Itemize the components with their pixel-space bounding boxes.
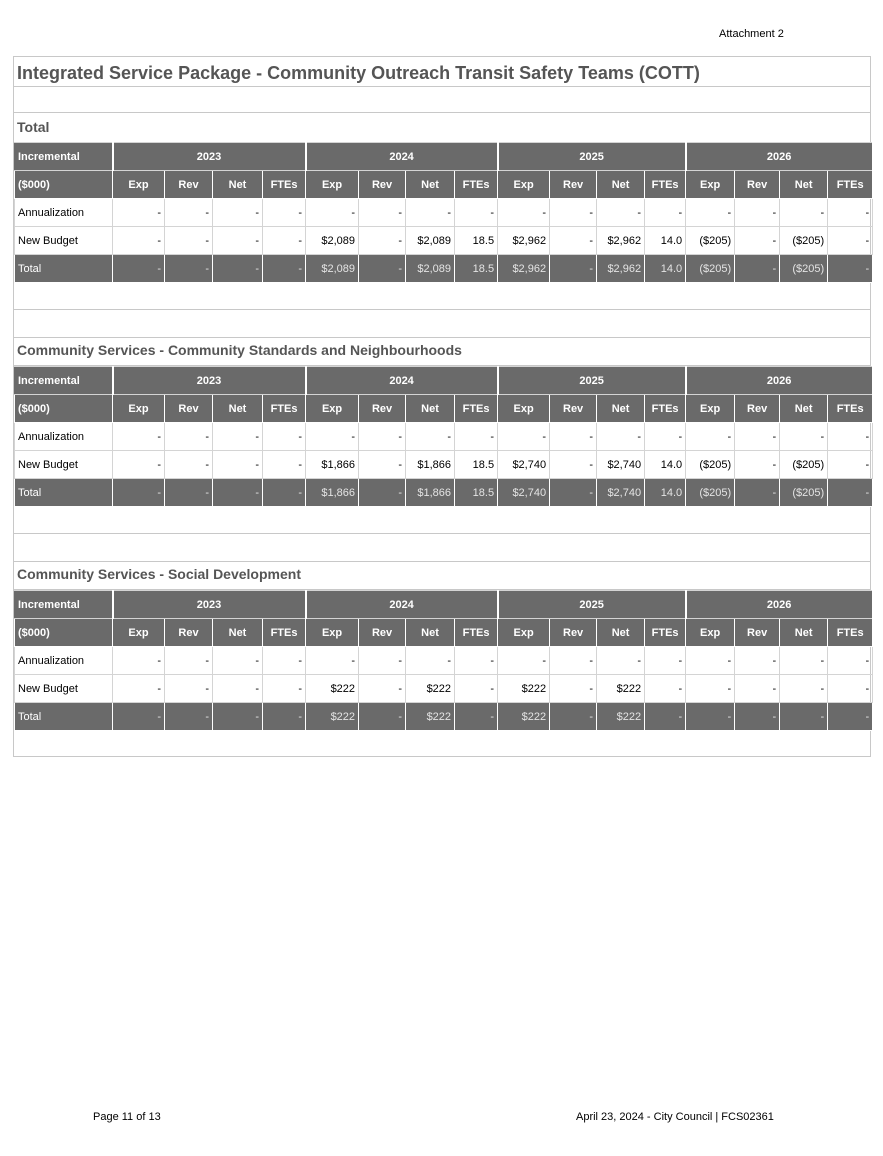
table-cell: $2,089 <box>406 227 455 255</box>
table-cell: $222 <box>597 675 645 703</box>
column-header: Exp <box>498 395 550 423</box>
table-cell: - <box>406 423 455 451</box>
table-cell: - <box>597 423 645 451</box>
table-cell: ($205) <box>780 255 828 283</box>
column-header: Net <box>780 395 828 423</box>
column-header: Exp <box>686 619 735 647</box>
table-cell: - <box>263 647 306 675</box>
row-label: New Budget <box>15 451 113 479</box>
table-cell: $2,740 <box>597 451 645 479</box>
column-header: Net <box>597 395 645 423</box>
column-header: FTEs <box>455 171 498 199</box>
table-cell: - <box>645 647 686 675</box>
row-label: Total <box>15 703 113 731</box>
column-header: Net <box>406 171 455 199</box>
table-cell: - <box>213 227 263 255</box>
table-cell: - <box>828 451 873 479</box>
table-cell: - <box>263 227 306 255</box>
table-cell: - <box>780 199 828 227</box>
table-cell: $1,866 <box>406 451 455 479</box>
table-cell: - <box>113 647 165 675</box>
table-cell: - <box>165 199 213 227</box>
column-header: Rev <box>359 171 406 199</box>
table-cell: - <box>828 647 873 675</box>
table-cell: - <box>113 255 165 283</box>
table-cell: - <box>645 675 686 703</box>
year-header: 2023 <box>113 367 306 395</box>
table-cell: - <box>735 227 780 255</box>
table-cell: - <box>359 675 406 703</box>
table-cell: - <box>686 199 735 227</box>
column-header-row <box>15 395 873 423</box>
table-cell: - <box>113 451 165 479</box>
table-cell: ($205) <box>686 227 735 255</box>
table-cell: - <box>550 423 597 451</box>
table-row <box>15 199 873 227</box>
column-header: Net <box>213 171 263 199</box>
table-cell: - <box>165 675 213 703</box>
column-header: Exp <box>306 619 359 647</box>
table-cell: - <box>359 703 406 731</box>
table-cell: ($205) <box>780 451 828 479</box>
attachment-label: Attachment 2 <box>719 28 784 40</box>
column-header: FTEs <box>828 395 873 423</box>
table-cell: - <box>735 423 780 451</box>
table-cell: 14.0 <box>645 255 686 283</box>
table-cell: - <box>113 479 165 507</box>
year-header: 2024 <box>306 143 498 171</box>
page-number: Page 11 of 13 <box>93 1111 161 1123</box>
year-header-row <box>15 367 873 395</box>
column-header: Net <box>597 619 645 647</box>
table-cell: - <box>455 703 498 731</box>
year-header-row <box>15 143 873 171</box>
table-cell: - <box>735 451 780 479</box>
table-cell: 18.5 <box>455 451 498 479</box>
table-cell: - <box>213 255 263 283</box>
row-label: Total <box>15 479 113 507</box>
table-cell: - <box>213 675 263 703</box>
table-cell: $2,740 <box>498 479 550 507</box>
table-row <box>15 675 873 703</box>
column-header: FTEs <box>455 395 498 423</box>
section-title-bar <box>14 562 870 590</box>
table-cell: - <box>213 199 263 227</box>
title-bar <box>14 57 870 87</box>
table-cell: - <box>550 479 597 507</box>
page-title: Integrated Service Package - Community Outreach Transit Safety Teams (COTT) <box>17 63 700 83</box>
table-cell: - <box>597 647 645 675</box>
table-cell: - <box>735 255 780 283</box>
total-row <box>15 479 873 507</box>
table-cell: - <box>113 227 165 255</box>
table-community-standards <box>14 366 874 507</box>
table-cell: - <box>828 675 873 703</box>
column-header: Rev <box>735 395 780 423</box>
table-cell: - <box>780 647 828 675</box>
table-cell: - <box>359 255 406 283</box>
table-cell: - <box>359 479 406 507</box>
column-header: Exp <box>306 395 359 423</box>
column-header: FTEs <box>645 619 686 647</box>
table-cell: - <box>828 479 873 507</box>
table-cell: - <box>780 675 828 703</box>
table-cell: ($205) <box>780 227 828 255</box>
table-cell: - <box>359 451 406 479</box>
column-header: Net <box>780 171 828 199</box>
column-header: Rev <box>359 395 406 423</box>
spacer-bar <box>14 282 870 310</box>
column-header: Net <box>406 619 455 647</box>
column-header: Rev <box>165 619 213 647</box>
table-cell: 18.5 <box>455 479 498 507</box>
table-cell: - <box>213 451 263 479</box>
table-cell: - <box>828 703 873 731</box>
column-header: Exp <box>498 171 550 199</box>
table-cell: 14.0 <box>645 227 686 255</box>
table-cell: - <box>735 199 780 227</box>
table-cell: - <box>113 199 165 227</box>
table-cell: $222 <box>306 703 359 731</box>
table-cell: - <box>306 423 359 451</box>
table-cell: - <box>455 423 498 451</box>
column-header: Exp <box>498 619 550 647</box>
table-cell: 14.0 <box>645 479 686 507</box>
year-header: 2024 <box>306 591 498 619</box>
table-cell: - <box>498 199 550 227</box>
table-cell: - <box>165 479 213 507</box>
table-total <box>14 142 874 283</box>
column-header: FTEs <box>263 395 306 423</box>
column-header-row <box>15 619 873 647</box>
table-cell: 14.0 <box>645 451 686 479</box>
column-header: Rev <box>165 395 213 423</box>
section-title-bar <box>14 113 870 143</box>
table-cell: ($205) <box>780 479 828 507</box>
section-title-standards: Community Services - Community Standards and Neighbourhoods <box>17 342 462 358</box>
year-header-row <box>15 591 873 619</box>
column-header: Exp <box>306 171 359 199</box>
column-header: FTEs <box>828 171 873 199</box>
table-cell: - <box>735 647 780 675</box>
report-frame <box>13 56 871 757</box>
table-cell: - <box>113 423 165 451</box>
column-header: FTEs <box>645 395 686 423</box>
table-cell: $222 <box>406 675 455 703</box>
table-cell: - <box>828 255 873 283</box>
table-row <box>15 227 873 255</box>
table-cell: - <box>406 199 455 227</box>
table-row <box>15 451 873 479</box>
table-social-development <box>14 590 874 731</box>
incremental-label: Incremental <box>15 367 113 395</box>
table-cell: $1,866 <box>306 451 359 479</box>
table-cell: - <box>165 255 213 283</box>
table-cell: $2,740 <box>597 479 645 507</box>
table-cell: - <box>498 647 550 675</box>
table-cell: $2,740 <box>498 451 550 479</box>
column-header: Net <box>780 619 828 647</box>
table-cell: $2,962 <box>597 255 645 283</box>
table-cell: - <box>550 199 597 227</box>
column-header: FTEs <box>455 619 498 647</box>
units-label: ($000) <box>15 619 113 647</box>
table-cell: - <box>735 703 780 731</box>
row-label: Annualization <box>15 423 113 451</box>
table-cell: $1,866 <box>306 479 359 507</box>
column-header: Net <box>406 395 455 423</box>
column-header: Rev <box>550 395 597 423</box>
spacer-bar <box>14 534 870 562</box>
table-cell: - <box>550 647 597 675</box>
year-header: 2023 <box>113 591 306 619</box>
table-cell: - <box>550 451 597 479</box>
table-cell: - <box>263 255 306 283</box>
table-cell: - <box>686 675 735 703</box>
column-header-row <box>15 171 873 199</box>
year-header: 2023 <box>113 143 306 171</box>
table-cell: - <box>359 199 406 227</box>
table-cell: - <box>213 703 263 731</box>
column-header: FTEs <box>645 171 686 199</box>
table-cell: - <box>645 199 686 227</box>
table-cell: - <box>735 479 780 507</box>
units-label: ($000) <box>15 395 113 423</box>
table-cell: $2,962 <box>498 255 550 283</box>
table-cell: - <box>359 423 406 451</box>
table-cell: - <box>359 647 406 675</box>
year-header: 2024 <box>306 367 498 395</box>
table-cell: - <box>550 675 597 703</box>
row-label: New Budget <box>15 675 113 703</box>
table-cell: - <box>686 647 735 675</box>
table-cell: - <box>828 199 873 227</box>
table-cell: $2,962 <box>597 227 645 255</box>
table-cell: - <box>686 703 735 731</box>
total-row <box>15 255 873 283</box>
column-header: Rev <box>359 619 406 647</box>
table-cell: $1,866 <box>406 479 455 507</box>
section-title-total: Total <box>17 119 50 135</box>
table-row <box>15 423 873 451</box>
table-cell: - <box>455 647 498 675</box>
column-header: Rev <box>735 619 780 647</box>
incremental-label: Incremental <box>15 143 113 171</box>
column-header: Rev <box>550 171 597 199</box>
year-header: 2026 <box>686 591 873 619</box>
table-cell: $2,089 <box>406 255 455 283</box>
table-cell: - <box>645 423 686 451</box>
table-cell: - <box>550 703 597 731</box>
column-header: Exp <box>686 171 735 199</box>
section-title-bar <box>14 338 870 366</box>
table-cell: - <box>455 199 498 227</box>
column-header: Rev <box>735 171 780 199</box>
table-cell: ($205) <box>686 451 735 479</box>
table-cell: $222 <box>306 675 359 703</box>
year-header: 2025 <box>498 591 686 619</box>
table-cell: - <box>645 703 686 731</box>
table-cell: $2,089 <box>306 255 359 283</box>
table-cell: - <box>306 199 359 227</box>
table-cell: - <box>455 675 498 703</box>
table-cell: - <box>306 647 359 675</box>
table-cell: - <box>165 703 213 731</box>
table-cell: - <box>165 227 213 255</box>
column-header: Net <box>597 171 645 199</box>
column-header: Exp <box>113 619 165 647</box>
column-header: Net <box>213 395 263 423</box>
table-cell: - <box>550 227 597 255</box>
table-cell: $222 <box>498 703 550 731</box>
table-cell: - <box>263 703 306 731</box>
table-cell: - <box>213 423 263 451</box>
table-cell: - <box>498 423 550 451</box>
table-cell: - <box>113 675 165 703</box>
table-cell: - <box>165 647 213 675</box>
table-cell: $2,962 <box>498 227 550 255</box>
row-label: Total <box>15 255 113 283</box>
column-header: Rev <box>165 171 213 199</box>
table-cell: - <box>263 675 306 703</box>
table-cell: $2,089 <box>306 227 359 255</box>
row-label: Annualization <box>15 647 113 675</box>
table-cell: - <box>263 479 306 507</box>
table-cell: - <box>597 199 645 227</box>
table-cell: $222 <box>406 703 455 731</box>
table-cell: - <box>213 479 263 507</box>
table-cell: - <box>213 647 263 675</box>
column-header: Exp <box>686 395 735 423</box>
table-cell: ($205) <box>686 479 735 507</box>
table-cell: ($205) <box>686 255 735 283</box>
column-header: FTEs <box>828 619 873 647</box>
table-cell: - <box>828 227 873 255</box>
table-cell: - <box>263 423 306 451</box>
table-cell: - <box>263 199 306 227</box>
table-cell: - <box>550 255 597 283</box>
table-cell: - <box>165 451 213 479</box>
row-label: Annualization <box>15 199 113 227</box>
table-cell: 18.5 <box>455 227 498 255</box>
table-cell: - <box>359 227 406 255</box>
column-header: Exp <box>113 395 165 423</box>
table-cell: 18.5 <box>455 255 498 283</box>
incremental-label: Incremental <box>15 591 113 619</box>
column-header: FTEs <box>263 171 306 199</box>
table-cell: - <box>828 423 873 451</box>
table-cell: - <box>113 703 165 731</box>
units-label: ($000) <box>15 171 113 199</box>
year-header: 2026 <box>686 367 873 395</box>
spacer-bar <box>14 87 870 113</box>
table-cell: - <box>263 451 306 479</box>
table-cell: $222 <box>597 703 645 731</box>
year-header: 2025 <box>498 367 686 395</box>
table-cell: - <box>780 703 828 731</box>
column-header: Rev <box>550 619 597 647</box>
total-row <box>15 703 873 731</box>
column-header: FTEs <box>263 619 306 647</box>
table-cell: $222 <box>498 675 550 703</box>
year-header: 2026 <box>686 143 873 171</box>
table-cell: - <box>406 647 455 675</box>
column-header: Exp <box>113 171 165 199</box>
table-cell: - <box>780 423 828 451</box>
table-cell: - <box>165 423 213 451</box>
footer-meeting: April 23, 2024 - City Council | FCS02361 <box>576 1111 774 1123</box>
table-cell: - <box>686 423 735 451</box>
table-row <box>15 647 873 675</box>
spacer-bar <box>14 310 870 338</box>
year-header: 2025 <box>498 143 686 171</box>
column-header: Net <box>213 619 263 647</box>
spacer-bar <box>14 506 870 534</box>
row-label: New Budget <box>15 227 113 255</box>
table-cell: - <box>735 675 780 703</box>
section-title-social: Community Services - Social Development <box>17 566 301 582</box>
